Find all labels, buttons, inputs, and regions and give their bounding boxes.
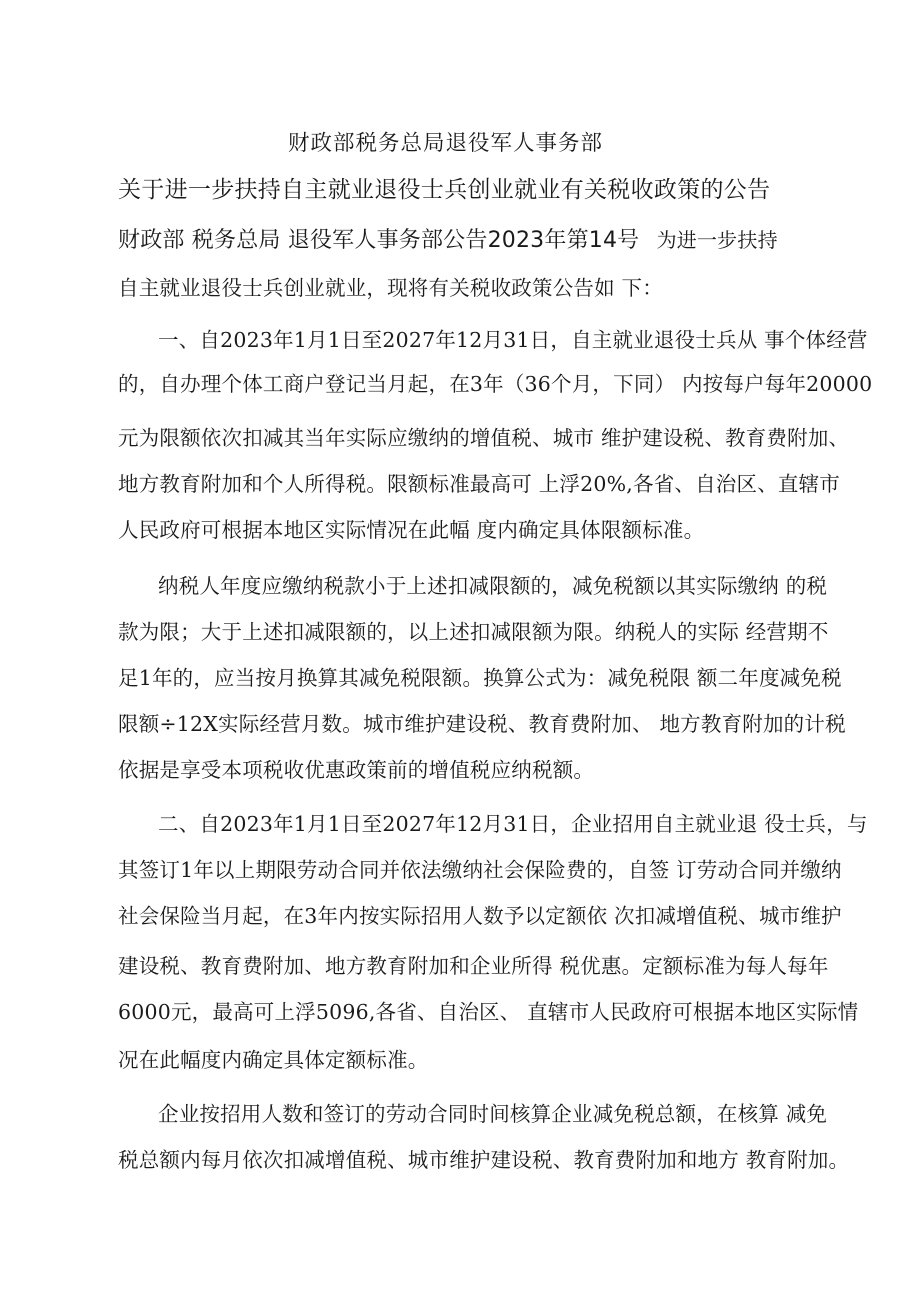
paragraph-1-line: 一、自2023年1月1日至2027年12月31日，自主就业退役士兵从 事个体经营 bbox=[158, 328, 868, 352]
paragraph-4-line: 税总额内每月依次扣减增值税、城市维护建设税、教育费附加和地方 教育附加。 bbox=[118, 1148, 850, 1172]
paragraph-2-line: 纳税人年度应缴纳税款小于上述扣减限额的，减免税额以其实际缴纳 的税 bbox=[158, 574, 828, 598]
paragraph-3-line: 况在此幅度内确定具体定额标准。 bbox=[118, 1048, 429, 1072]
paragraph-3-line: 社会保险当月起，在3年内按实际招用人数予以定额依 次扣减增值税、城市维护 bbox=[118, 904, 842, 928]
announcement-line bbox=[118, 226, 778, 255]
paragraph-2-line: 依据是享受本项税收优惠政策前的增值税应纳税额。 bbox=[118, 758, 595, 782]
announcement-number: 财政部 税务总局 退役军人事务部公告2023年第14号 bbox=[118, 228, 640, 253]
document-title: 财政部税务总局退役军人事务部 bbox=[288, 131, 604, 156]
paragraph-1-line: 人民政府可根据本地区实际情况在此幅 度内确定具体限额标准。 bbox=[118, 518, 705, 542]
paragraph-3-line: 建设税、教育费附加、地方教育附加和企业所得 税优惠。定额标准为每人每年 bbox=[118, 954, 829, 978]
paragraph-3-line: 其签订1年以上期限劳动合同并依法缴纳社会保险费的，自签 订劳动合同并缴纳 bbox=[118, 858, 842, 882]
paragraph-4-line: 企业按招用人数和签订的劳动合同时间核算企业减免税总额，在核算 减免 bbox=[158, 1102, 828, 1126]
document-subtitle: 关于进一步扶持自主就业退役士兵创业就业有关税收政策的公告 bbox=[118, 177, 771, 203]
intro-text-start: 为进一步扶持 bbox=[656, 228, 778, 252]
paragraph-3-line: 6000元，最高可上浮5096,各省、自治区、 直辖市人民政府可根据本地区实际情 bbox=[118, 1000, 859, 1024]
paragraph-1-line: 的，自办理个体工商户登记当月起，在3年（36个月，下同） 内按每户每年20000 bbox=[118, 372, 873, 396]
paragraph-2-line: 限额÷12X实际经营月数。城市维护建设税、教育费附加、 地方教育附加的计税 bbox=[118, 712, 846, 736]
paragraph-3-line: 二、自2023年1月1日至2027年12月31日，企业招用自主就业退 役士兵，与 bbox=[158, 812, 868, 836]
paragraph-1-line: 元为限额依次扣减其当年实际应缴纳的增值税、城市 维护建设税、教育费附加、 bbox=[118, 426, 850, 450]
intro-text-line-2: 自主就业退役士兵创业就业，现将有关税收政策公告如 下： bbox=[118, 276, 663, 300]
paragraph-2-line: 足1年的，应当按月换算其减免税限额。换算公式为：减免税限 额二年度减免税 bbox=[118, 666, 842, 690]
paragraph-2-line: 款为限；大于上述扣减限额的，以上述扣减限额为限。纳税人的实际 经营期不 bbox=[118, 620, 829, 644]
paragraph-1-line: 地方教育附加和个人所得税。限额标准最高可 上浮20%,各省、自治区、直辖市 bbox=[118, 472, 840, 496]
